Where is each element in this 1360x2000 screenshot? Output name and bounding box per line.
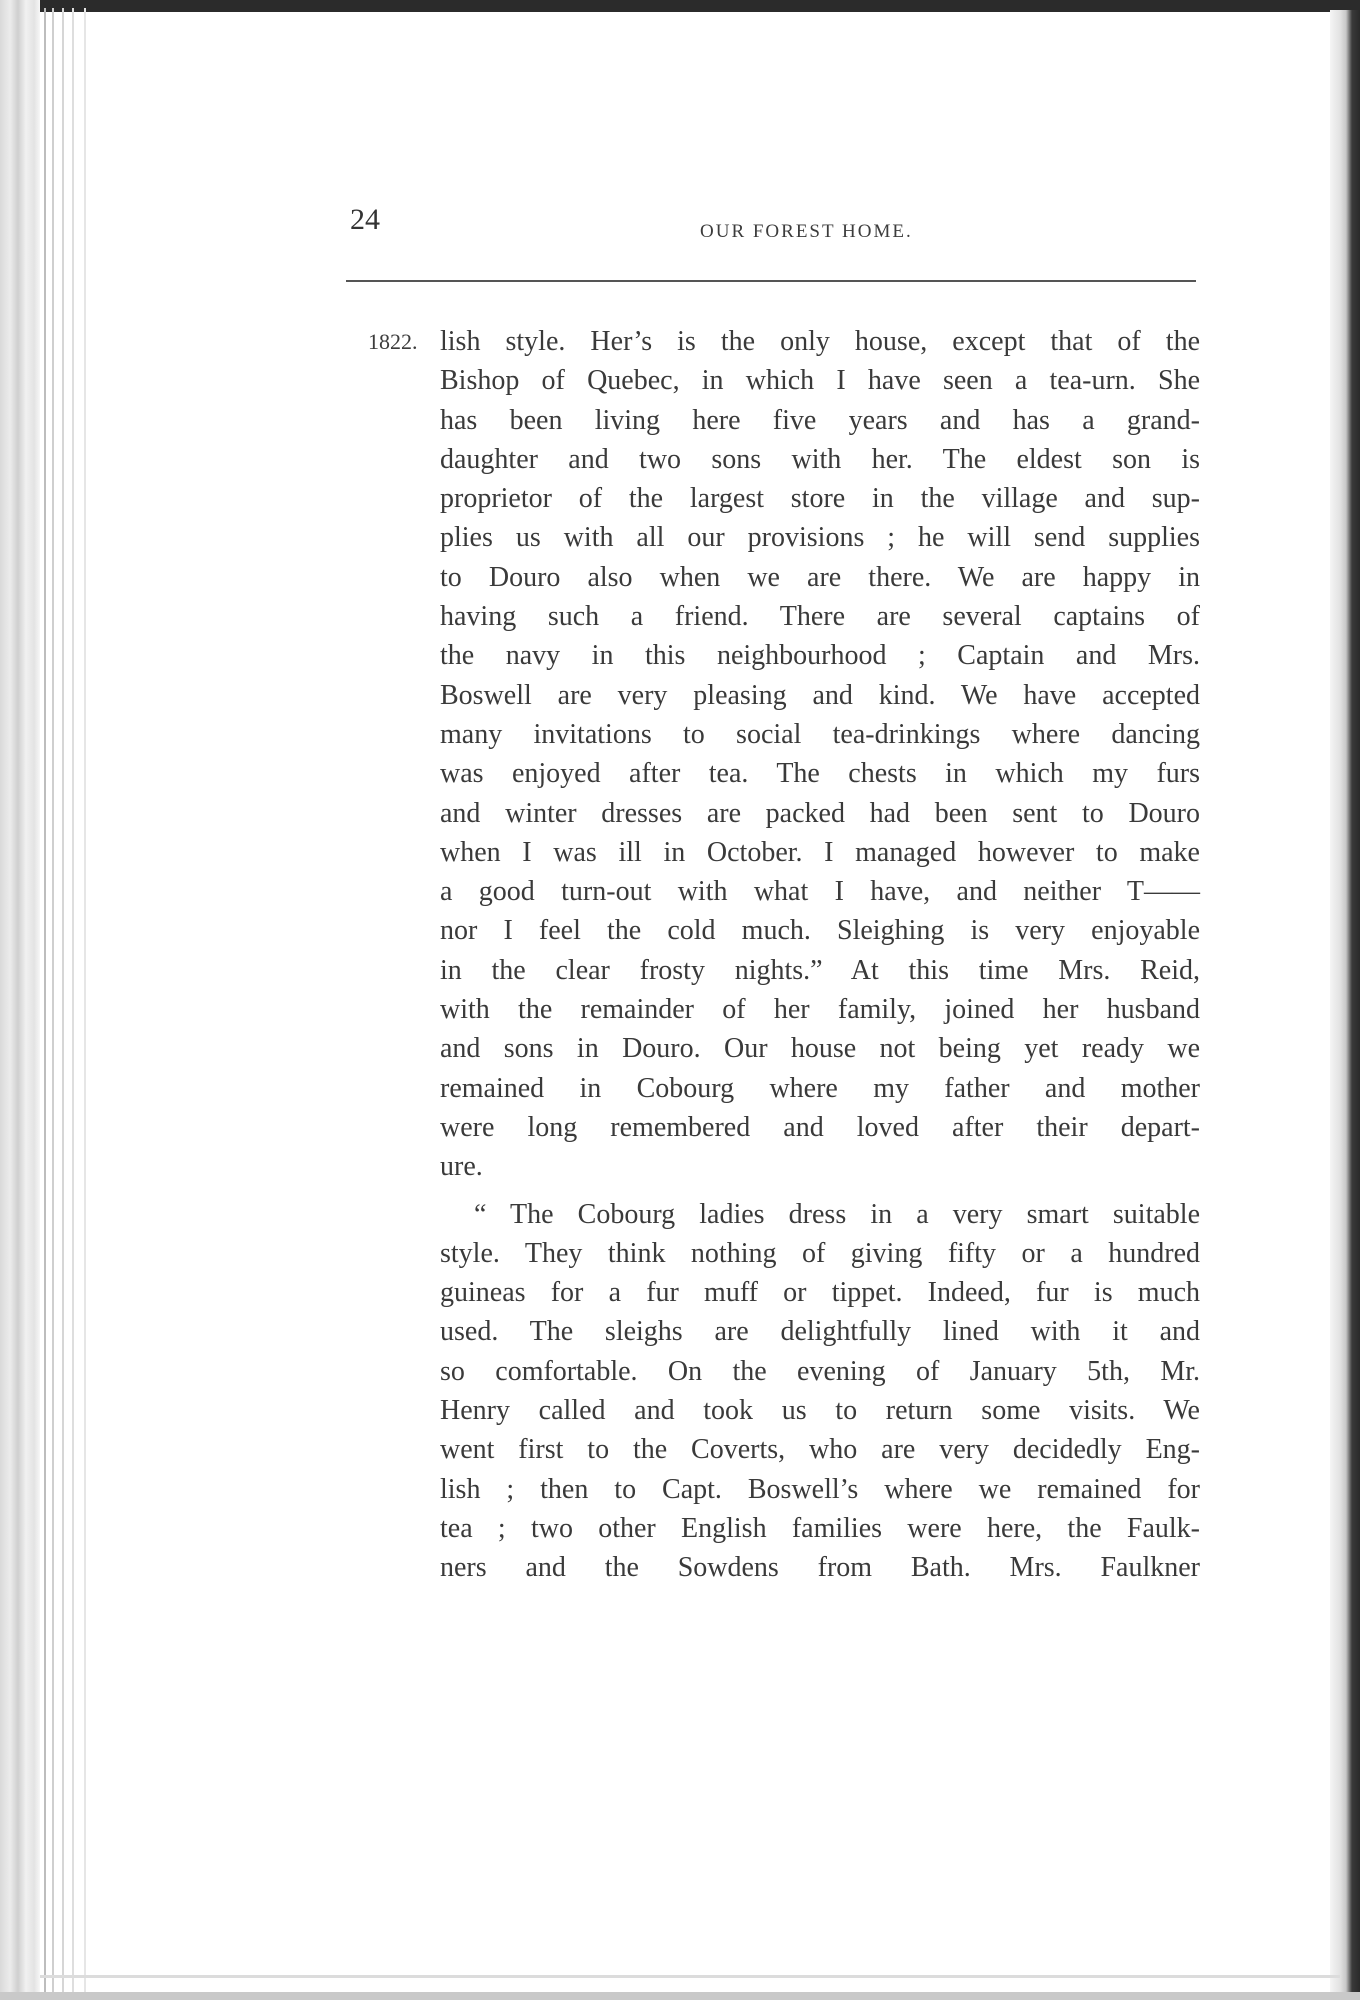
page-bottom-edge [40, 1975, 1340, 1978]
text-line: ners and the Sowdens from Bath. Mrs. Faulkner [440, 1552, 1200, 1584]
text-line: when I was ill in October. I managed however to make [440, 836, 1200, 868]
text-line: nor I feel the cold much. Sleighing is very enjoyable [440, 915, 1200, 947]
text-line: and winter dresses are packed had been sent to Douro [440, 797, 1200, 829]
text-line: and sons in Douro. Our house not being yet ready we [440, 1033, 1200, 1065]
text-line: tea ; two other English families were here, the Faulk- [440, 1512, 1200, 1544]
text-line: used. The sleighs are delightfully lined with it and [440, 1316, 1200, 1348]
scan-top-border [0, 0, 1360, 12]
text-line: having such a friend. There are several captains of [440, 601, 1200, 633]
running-head: OUR FOREST HOME. [700, 221, 913, 242]
text-line: Boswell are very pleasing and kind. We have accepted [440, 679, 1200, 711]
text-line: a good turn-out with what I have, and neither T—— [440, 876, 1200, 908]
text-line: so comfortable. On the evening of January 5th, Mr. [440, 1355, 1200, 1387]
page-edge-line [44, 8, 46, 1993]
text-line: “ The Cobourg ladies dress in a very smart suitable [474, 1198, 1200, 1230]
text-line: plies us with all our provisions ; he will send supplies [440, 522, 1200, 554]
margin-year: 1822. [368, 329, 418, 354]
text-line: were long remembered and loved after their depart- [440, 1111, 1200, 1143]
text-line: lish ; then to Capt. Boswell’s where we remained for [440, 1473, 1200, 1505]
scan-bottom-border [0, 1992, 1360, 2000]
text-line: proprietor of the largest store in the village and sup- [440, 483, 1200, 515]
text-line: many invitations to social tea-drinkings where dancing [440, 718, 1200, 750]
text-line: remained in Cobourg where my father and mother [440, 1072, 1200, 1104]
text-line: lish style. Her’s is the only house, except that of the [440, 326, 1200, 357]
page-edge-line [62, 8, 64, 1993]
body-text [440, 322, 1200, 1588]
page-edge-line [52, 8, 54, 1993]
book-spine-edge [0, 0, 40, 2000]
text-line: daughter and two sons with her. The eldest son is [440, 443, 1200, 475]
paragraph [440, 1195, 1200, 1588]
text-line: with the remainder of her family, joined her husband [440, 994, 1200, 1026]
scan-right-border [1330, 10, 1360, 1995]
text-line: has been living here five years and has a grand- [440, 404, 1200, 436]
text-line: Henry called and took us to return some visits. We [440, 1395, 1200, 1427]
text-line: in the clear frosty nights.” At this time Mrs. Reid, [440, 954, 1200, 986]
paragraph-gap [440, 1187, 1200, 1195]
text-line: style. They think nothing of giving fifty or a hundred [440, 1237, 1200, 1269]
text-line: to Douro also when we are there. We are happy in [440, 561, 1200, 593]
page-edge-line [72, 8, 74, 1993]
page-number: 24 [350, 203, 380, 236]
text-line: ure. [440, 1151, 483, 1183]
text-line: the navy in this neighbourhood ; Captain and Mrs. [440, 640, 1200, 672]
text-line: was enjoyed after tea. The chests in which my furs [440, 758, 1200, 790]
text-line: went first to the Coverts, who are very decidedly Eng- [440, 1434, 1200, 1466]
text-line: Bishop of Quebec, in which I have seen a tea-urn. She [440, 365, 1200, 397]
paragraph [440, 322, 1200, 1187]
page-edge-line [84, 8, 86, 1993]
text-line: guineas for a fur muff or tippet. Indeed, fur is much [440, 1277, 1200, 1309]
header-rule [346, 280, 1196, 282]
